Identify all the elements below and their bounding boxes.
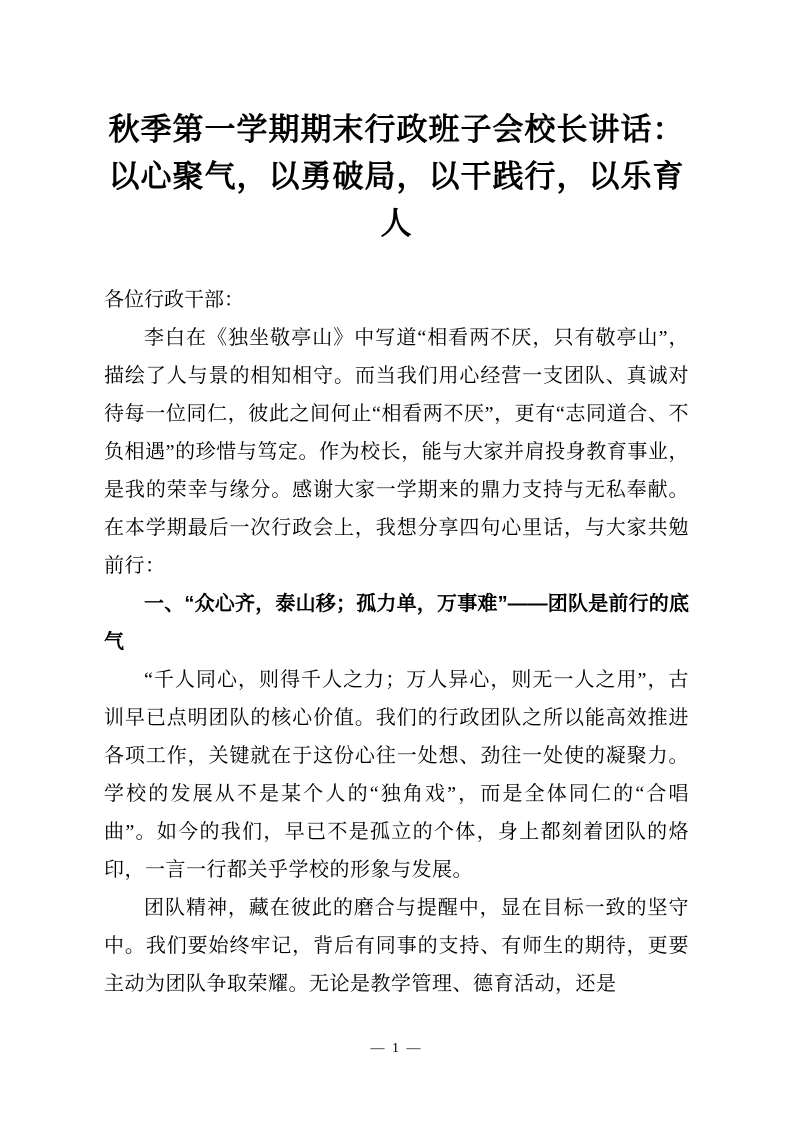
document-title: 秋季第一学期期末行政班子会校长讲话：以心聚气，以勇破局，以干践行，以乐育人 bbox=[108, 112, 685, 241]
intro-paragraph: 李白在《独坐敬亭山》中写道“相看两不厌，只有敬亭山”，描绘了人与景的相知相守。而当我们用心经营一支团队、真诚对待每一位同仁，彼此之间何止“相看两不厌”，更有“志同道合、不负相遇”的珍惜与笃定。作为校长，能与大家并肩投身教育事业，是我的荣幸与缘分。感谢大家一学期来的鼎力支持与无私奉献。在本学期最后一次行政会上，我想分享四句心里话，与大家共勉前行： bbox=[104, 327, 689, 577]
salutation-line: 各位行政干部： bbox=[104, 289, 244, 311]
section-heading: 一、“众心齐，泰山移；孤力单，万事难”——团队是前行的底气 bbox=[104, 593, 689, 653]
page-number: — 1 — bbox=[370, 1041, 423, 1056]
section-paragraph-2: 团队精神，藏在彼此的磨合与提醒中，显在目标一致的坚守中。我们要始终牢记，背后有同事的支持、有师生的期待，更要主动为团队争取荣耀。无论是教学管理、德育活动，还是 bbox=[104, 897, 689, 995]
section-paragraph-1: “千人同心，则得千人之力；万人异心，则无一人之用”，古训早已点明团队的核心价值。我们的行政团队之所以能高效推进各项工作，关键就在于这份心往一处想、劲往一处使的凝聚力。学校的发展从不是某个人的“独角戏”，而是全体同仁的“合唱曲”。如今的我们，早已不是孤立的个体，身上都刻着团队的烙印，一言一行都关乎学校的形象与发展。 bbox=[104, 669, 689, 881]
